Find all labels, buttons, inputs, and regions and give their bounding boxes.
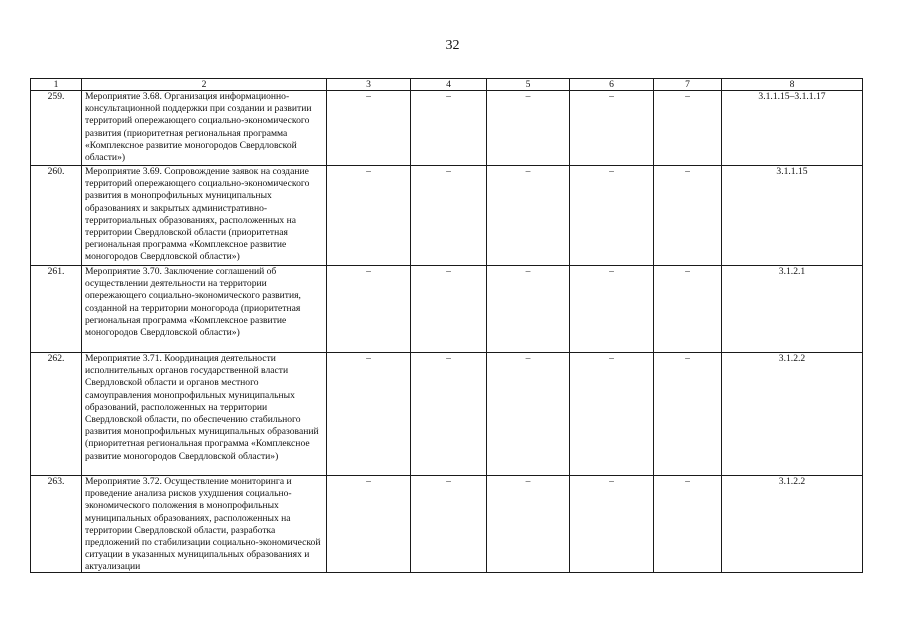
column-header-2: 2	[82, 79, 327, 91]
table-row	[31, 476, 863, 573]
target-code: 3.1.1.15–3.1.1.17	[722, 91, 863, 166]
cell-col-5: –	[487, 166, 570, 266]
cell-col-6: –	[570, 266, 654, 353]
cell-col-4: –	[411, 91, 487, 166]
column-header-1: 1	[31, 79, 82, 91]
target-code: 3.1.2.2	[722, 476, 863, 573]
table-row	[31, 266, 863, 353]
target-code: 3.1.2.2	[722, 353, 863, 476]
measure-description: Мероприятие 3.68. Организация информационно-консультационной поддержки при создании и развитии территорий опережающего социально-экономического развития (приоритетная региональная программа «Комплексное развитие моногородов Свердловской области»)	[82, 91, 327, 166]
measure-description	[82, 476, 327, 573]
cell-col-7: –	[654, 91, 722, 166]
column-header-4: 4	[411, 79, 487, 91]
cell-col-6: –	[570, 91, 654, 166]
cell-col-5: –	[487, 91, 570, 166]
measures-table	[30, 78, 863, 573]
cell-col-4: –	[411, 266, 487, 353]
cell-col-3: –	[327, 91, 411, 166]
target-code: 3.1.2.1	[722, 266, 863, 353]
measure-description: Мероприятие 3.70. Заключение соглашений об осуществлении деятельности на территории опережающего социально-экономического развития, созданной на территории моногорода (приоритетная региональная программа «Комплексное развитие моногородов Свердловской области»)	[82, 266, 327, 353]
cell-col-3: –	[327, 476, 411, 573]
cell-col-7: –	[654, 166, 722, 266]
row-number: 259.	[31, 91, 82, 166]
column-header-3: 3	[327, 79, 411, 91]
cell-col-5: –	[487, 353, 570, 476]
cell-col-6: –	[570, 166, 654, 266]
cell-col-3: –	[327, 353, 411, 476]
cell-col-3: –	[327, 266, 411, 353]
row-number: 261.	[31, 266, 82, 353]
column-header-6: 6	[570, 79, 654, 91]
cell-col-5: –	[487, 476, 570, 573]
table-row	[31, 91, 863, 166]
measure-description: Мероприятие 3.71. Координация деятельности исполнительных органов государственной власти Свердловской области и органов местного самоуправления монопрофильных муниципальных образований, расположенных на территории Свердловской области, по обеспечению стабильного развития монопрофильных муниципальных образований (приоритетная региональная программа «Комплексное развитие моногородов Свердловской области»)	[82, 353, 327, 476]
page-number: 32	[445, 38, 460, 53]
cell-col-4: –	[411, 353, 487, 476]
row-number: 260.	[31, 166, 82, 266]
row-number: 262.	[31, 353, 82, 476]
cell-col-3: –	[327, 166, 411, 266]
cell-col-4: –	[411, 476, 487, 573]
cell-col-4: –	[411, 166, 487, 266]
measure-description-text: Мероприятие 3.72. Осуществление мониторинга и проведение анализа рисков ухудшения социально-экономического положения в монопрофильных муниципальных образованиях, расположенных на территории Свердловской области, разработка предложений по стабилизации социально-экономической ситуации в указанных муниципальных образованиях и актуализации	[85, 476, 321, 572]
cell-col-7: –	[654, 266, 722, 353]
cell-col-6: –	[570, 476, 654, 573]
column-header-5: 5	[487, 79, 570, 91]
table-header-row	[31, 79, 863, 91]
table-row	[31, 353, 863, 476]
column-header-8: 8	[722, 79, 863, 91]
cell-col-5: –	[487, 266, 570, 353]
target-code: 3.1.1.15	[722, 166, 863, 266]
column-header-7: 7	[654, 79, 722, 91]
row-number: 263.	[31, 476, 82, 573]
cell-col-7: –	[654, 353, 722, 476]
measure-description: Мероприятие 3.69. Сопровождение заявок на создание территорий опережающего социально-экономического развития в монопрофильных муниципальных образованиях и закрытых административно-территориальных образованиях, расположенных на территории Свердловской области (приоритетная региональная программа «Комплексное развитие моногородов Свердловской области»)	[82, 166, 327, 266]
cell-col-7: –	[654, 476, 722, 573]
cell-col-6: –	[570, 353, 654, 476]
table-row	[31, 166, 863, 266]
